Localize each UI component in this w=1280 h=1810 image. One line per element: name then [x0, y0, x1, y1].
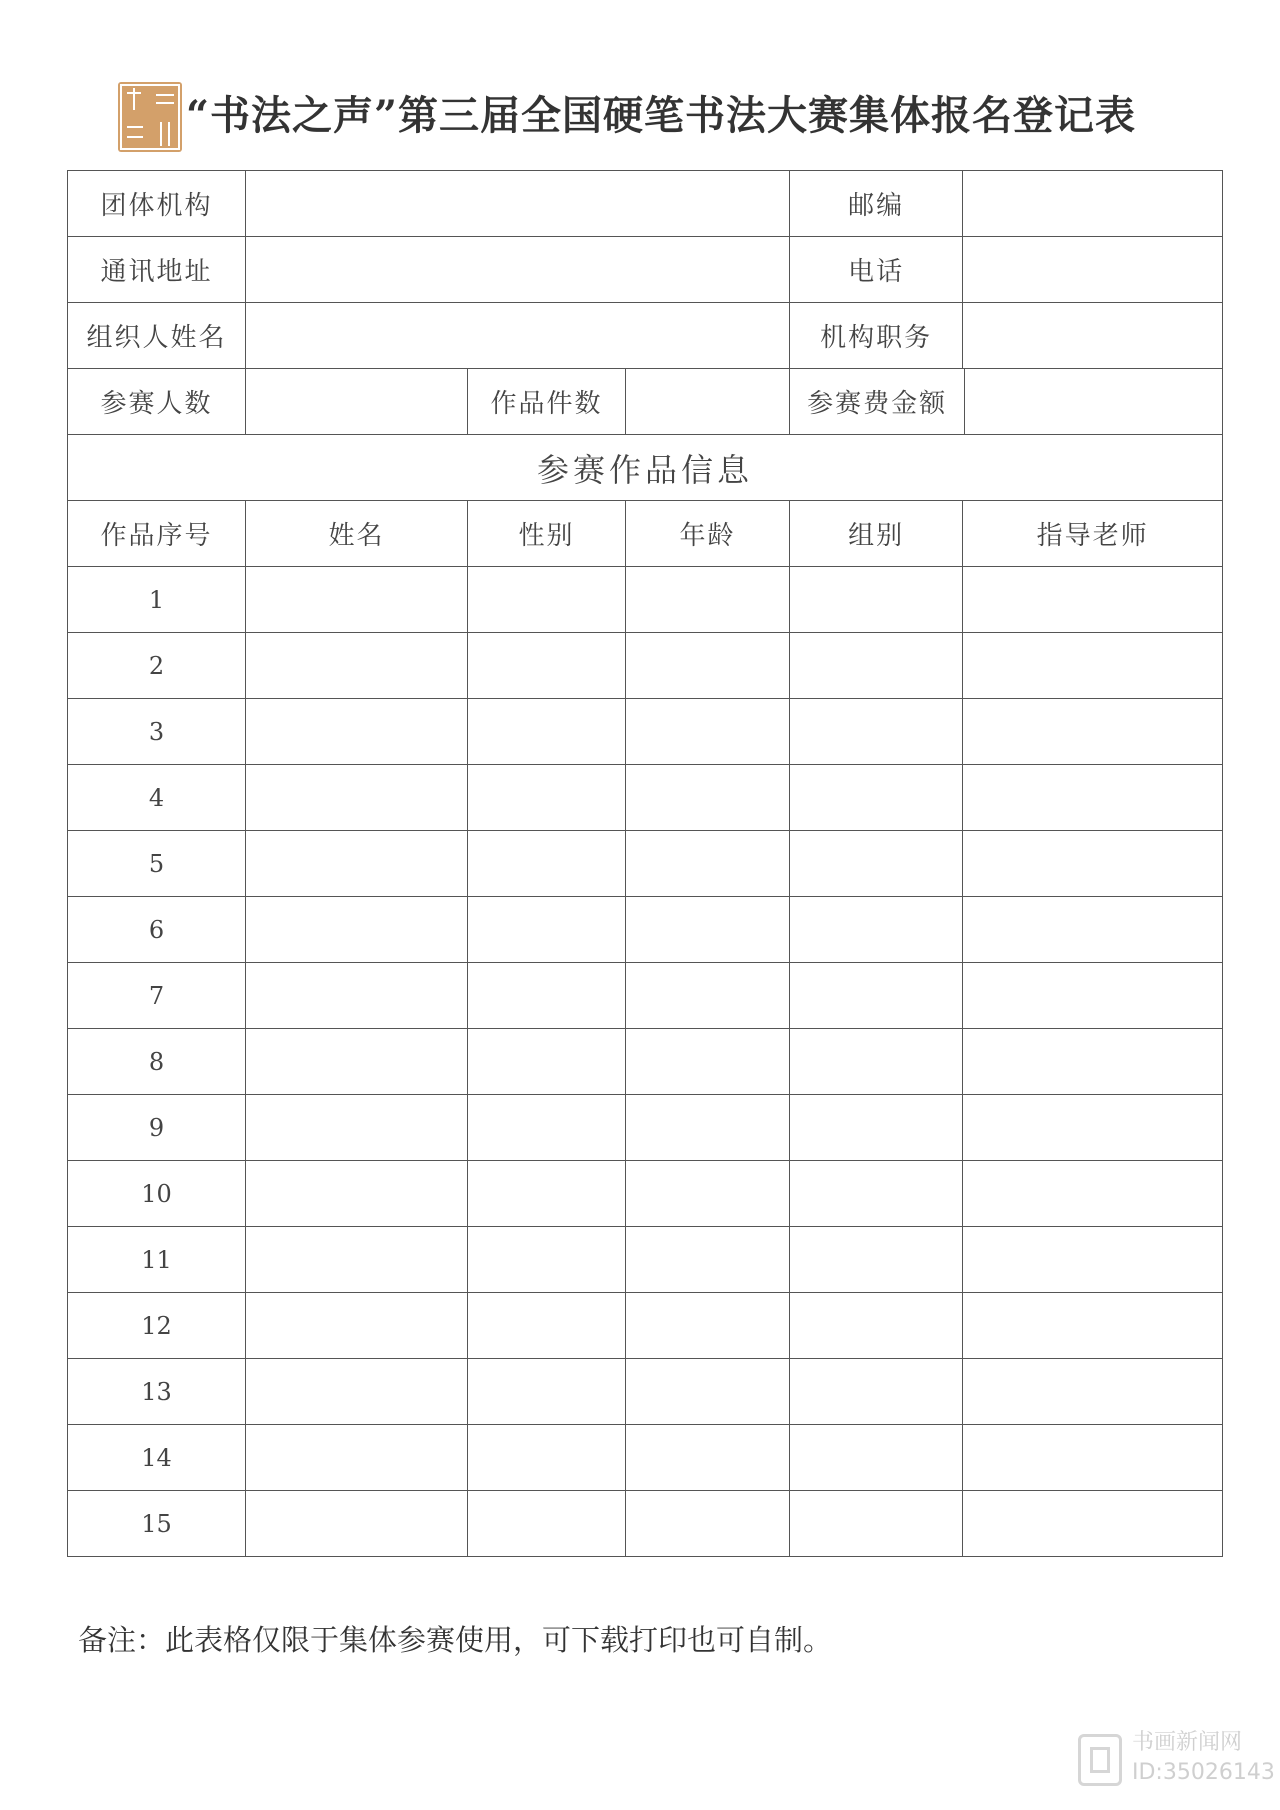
entry-gender-field[interactable]	[468, 963, 626, 1029]
col-header-group: 组别	[790, 501, 963, 567]
table-row	[68, 963, 1223, 1029]
postcode-field[interactable]	[963, 171, 1223, 237]
entry-age-field[interactable]	[626, 699, 790, 765]
table-row	[68, 1293, 1223, 1359]
position-field[interactable]	[963, 303, 1223, 369]
entry-name-field[interactable]	[246, 1491, 468, 1557]
entry-name-field[interactable]	[246, 1293, 468, 1359]
entry-name-field[interactable]	[246, 1161, 468, 1227]
entry-group-field[interactable]	[790, 1425, 963, 1491]
entry-gender-field[interactable]	[468, 699, 626, 765]
entry-gender-field[interactable]	[468, 1227, 626, 1293]
entry-number: 3	[68, 699, 246, 765]
label-work-count: 作品件数	[468, 369, 626, 435]
section-header-row	[68, 435, 1223, 501]
entry-number: 10	[68, 1161, 246, 1227]
entry-name-field[interactable]	[246, 1359, 468, 1425]
entry-number: 14	[68, 1425, 246, 1491]
entry-number: 9	[68, 1095, 246, 1161]
label-address: 通讯地址	[68, 237, 246, 303]
work-count-field[interactable]	[626, 369, 790, 435]
entry-name-field[interactable]	[246, 633, 468, 699]
entry-teacher-field[interactable]	[963, 1095, 1223, 1161]
table-row	[68, 765, 1223, 831]
entry-gender-field[interactable]	[468, 1029, 626, 1095]
table-row	[68, 897, 1223, 963]
table-row	[68, 1095, 1223, 1161]
entry-name-field[interactable]	[246, 1425, 468, 1491]
watermark-site-name: 书画新闻网	[1132, 1730, 1243, 1755]
entry-age-field[interactable]	[626, 1095, 790, 1161]
form-row-organizer	[68, 303, 1223, 369]
entry-teacher-field[interactable]	[963, 633, 1223, 699]
label-postcode: 邮编	[790, 171, 963, 237]
entry-gender-field[interactable]	[468, 1293, 626, 1359]
form-row-address	[68, 237, 1223, 303]
entry-age-field[interactable]	[626, 1293, 790, 1359]
entry-number: 7	[68, 963, 246, 1029]
entry-number: 6	[68, 897, 246, 963]
entry-teacher-field[interactable]	[963, 897, 1223, 963]
table-row	[68, 1425, 1223, 1491]
entry-teacher-field[interactable]	[963, 699, 1223, 765]
entry-name-field[interactable]	[246, 1227, 468, 1293]
entry-name-field[interactable]	[246, 1095, 468, 1161]
entry-number: 8	[68, 1029, 246, 1095]
label-organizer-name: 组织人姓名	[68, 303, 246, 369]
entry-number: 2	[68, 633, 246, 699]
entry-group-field[interactable]	[790, 1491, 963, 1557]
entry-age-field[interactable]	[626, 1227, 790, 1293]
entry-age-field[interactable]	[626, 633, 790, 699]
label-organization: 团体机构	[68, 171, 246, 237]
registration-form-table	[67, 170, 1223, 1557]
table-row	[68, 1161, 1223, 1227]
phone-field[interactable]	[963, 237, 1223, 303]
table-row	[68, 633, 1223, 699]
entry-teacher-field[interactable]	[963, 1161, 1223, 1227]
entry-name-field[interactable]	[246, 567, 468, 633]
watermark-logo-icon	[1078, 1734, 1122, 1786]
entry-teacher-field[interactable]	[963, 765, 1223, 831]
entry-group-field[interactable]	[790, 1161, 963, 1227]
entry-gender-field[interactable]	[468, 897, 626, 963]
watermark-id: ID:35026143	[1132, 1760, 1275, 1785]
watermark	[1078, 1726, 1275, 1796]
entry-gender-field[interactable]	[468, 1491, 626, 1557]
entry-teacher-field[interactable]	[963, 963, 1223, 1029]
table-row	[68, 567, 1223, 633]
entry-teacher-field[interactable]	[963, 1227, 1223, 1293]
entry-name-field[interactable]	[246, 897, 468, 963]
organization-field[interactable]	[246, 171, 790, 237]
label-participant-count: 参赛人数	[68, 369, 246, 435]
entry-number: 4	[68, 765, 246, 831]
entry-number: 11	[68, 1227, 246, 1293]
entry-teacher-field[interactable]	[963, 1491, 1223, 1557]
table-row	[68, 1359, 1223, 1425]
entry-group-field[interactable]	[790, 1293, 963, 1359]
page-title: “书法之声”第三届全国硬笔书法大赛集体报名登记表	[186, 92, 1137, 139]
entry-age-field[interactable]	[626, 1425, 790, 1491]
col-header-age: 年龄	[626, 501, 790, 567]
entry-name-field[interactable]	[246, 699, 468, 765]
col-header-gender: 性别	[468, 501, 626, 567]
entry-age-field[interactable]	[626, 765, 790, 831]
entry-group-field[interactable]	[790, 1227, 963, 1293]
entry-age-field[interactable]	[626, 963, 790, 1029]
footer-note: 备注：此表格仅限于集体参赛使用，可下载打印也可自制。	[78, 1623, 833, 1657]
entry-teacher-field[interactable]	[963, 1425, 1223, 1491]
entry-group-field[interactable]	[790, 699, 963, 765]
entry-group-field[interactable]	[790, 1359, 963, 1425]
entry-name-field[interactable]	[246, 1029, 468, 1095]
entry-age-field[interactable]	[626, 897, 790, 963]
entry-group-field[interactable]	[790, 963, 963, 1029]
entry-teacher-field[interactable]	[963, 1359, 1223, 1425]
col-header-work-no: 作品序号	[68, 501, 246, 567]
entry-teacher-field[interactable]	[963, 1293, 1223, 1359]
entry-age-field[interactable]	[626, 1029, 790, 1095]
label-phone: 电话	[790, 237, 963, 303]
col-header-name: 姓名	[246, 501, 468, 567]
col-header-teacher: 指导老师	[963, 501, 1223, 567]
entry-gender-field[interactable]	[468, 765, 626, 831]
entry-gender-field[interactable]	[468, 1425, 626, 1491]
label-fee-amount: 参赛费金额	[790, 369, 965, 435]
entry-gender-field[interactable]	[468, 1359, 626, 1425]
seal-logo-icon	[118, 82, 182, 152]
entry-name-field[interactable]	[246, 831, 468, 897]
entry-group-field[interactable]	[790, 633, 963, 699]
entry-name-field[interactable]	[246, 765, 468, 831]
entry-number: 12	[68, 1293, 246, 1359]
entry-number: 15	[68, 1491, 246, 1557]
entry-group-field[interactable]	[790, 1095, 963, 1161]
entry-gender-field[interactable]	[468, 567, 626, 633]
section-title: 参赛作品信息	[68, 435, 1223, 501]
entry-age-field[interactable]	[626, 831, 790, 897]
entry-age-field[interactable]	[626, 1161, 790, 1227]
entry-teacher-field[interactable]	[963, 567, 1223, 633]
entry-number: 13	[68, 1359, 246, 1425]
entry-group-field[interactable]	[790, 897, 963, 963]
entry-group-field[interactable]	[790, 567, 963, 633]
entries-body	[68, 567, 1223, 1557]
fee-amount-field[interactable]	[965, 369, 1223, 435]
entry-age-field[interactable]	[626, 1359, 790, 1425]
entry-gender-field[interactable]	[468, 1095, 626, 1161]
entry-group-field[interactable]	[790, 831, 963, 897]
participant-count-field[interactable]	[246, 369, 468, 435]
entry-number: 1	[68, 567, 246, 633]
form-row-counts	[68, 369, 1223, 435]
entry-gender-field[interactable]	[468, 633, 626, 699]
entry-number: 5	[68, 831, 246, 897]
form-row-organization	[68, 171, 1223, 237]
table-row	[68, 1491, 1223, 1557]
entry-teacher-field[interactable]	[963, 831, 1223, 897]
entry-age-field[interactable]	[626, 567, 790, 633]
table-row	[68, 831, 1223, 897]
entry-teacher-field[interactable]	[963, 1029, 1223, 1095]
entry-name-field[interactable]	[246, 963, 468, 1029]
table-row	[68, 699, 1223, 765]
entry-gender-field[interactable]	[468, 831, 626, 897]
entry-group-field[interactable]	[790, 1029, 963, 1095]
entry-group-field[interactable]	[790, 765, 963, 831]
label-position: 机构职务	[790, 303, 963, 369]
address-field[interactable]	[246, 237, 790, 303]
table-row	[68, 1227, 1223, 1293]
entry-age-field[interactable]	[626, 1491, 790, 1557]
organizer-name-field[interactable]	[246, 303, 790, 369]
title-block	[118, 82, 1178, 154]
entry-gender-field[interactable]	[468, 1161, 626, 1227]
column-header-row	[68, 501, 1223, 567]
table-row	[68, 1029, 1223, 1095]
